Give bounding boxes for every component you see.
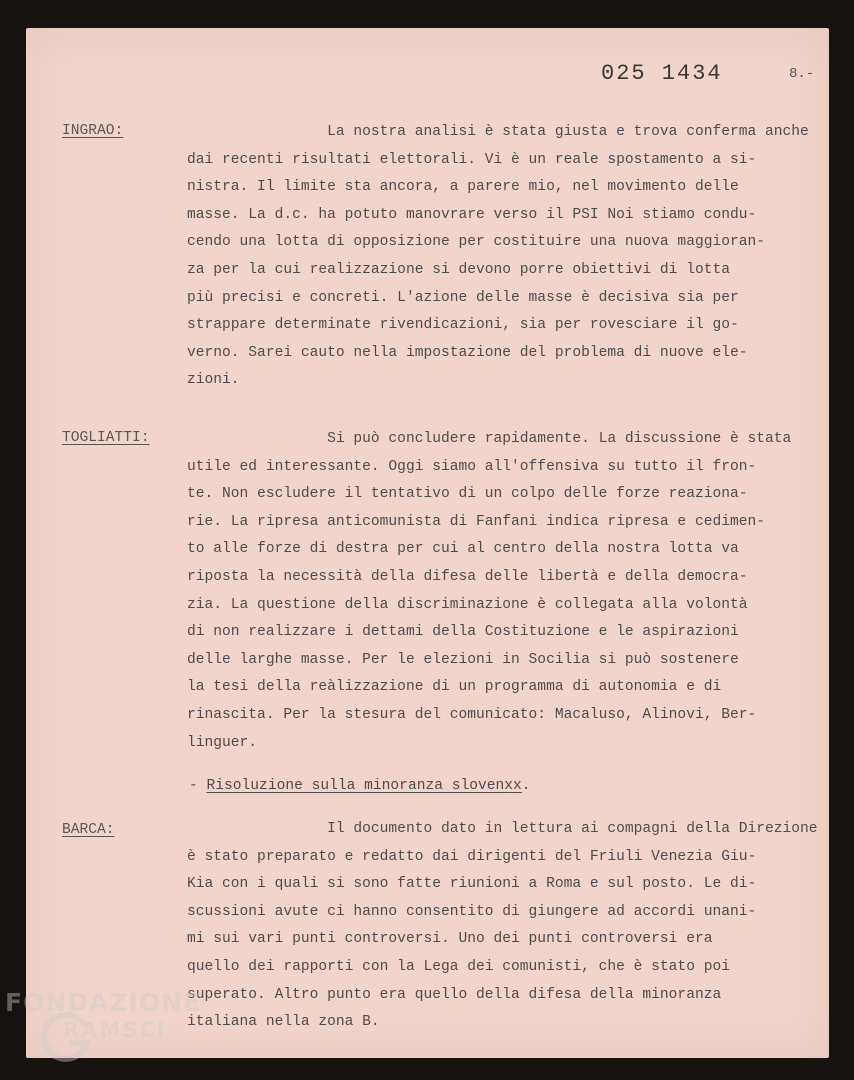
speaker-barca: BARCA: (62, 822, 115, 838)
watermark-line-2: RAMSCI (63, 1018, 167, 1042)
section-title-end: . (521, 778, 531, 794)
watermark-line-1: FONDAZIONE (5, 988, 202, 1017)
paragraph-ingrao: La nostra analisi è stata giusta e trova conferma anche dai recenti risultati elettorali. Vi è un reale spostamento a si- nistra. Il limite sta ancora, a parere mio, nel movimento delle masse. La d.c. ha potuto manovrare verso il PSI Noi stiamo condu- cendo una lotta di opposizione per costituire una nuova maggioran- za per la cui realizzazione si devono porre obiettivi di lotta più precisi e concreti. L'azione delle masse è decisiva sia per strappare determinate rivendicazioni, sia per rovesciare il go- verno. Sarei cauto nella impostazione del problema di nuove ele- zioni. (187, 124, 809, 389)
speaker-ingrao: INGRAO: (62, 123, 124, 139)
section-title (189, 778, 531, 794)
section-dash: - (189, 778, 207, 794)
paragraph-barca: Il documento dato in lettura ai compagni della Direzione è stato preparato e redatto dai dirigenti del Friuli Venezia Giu- Kia con i quali si sono fatte riunioni a Roma e sul posto. Le di- scussioni avute ci hanno consentito di giungere ad accordi unani- mi sui vari punti controversi. Uno dei punti controversi era quello dei rapporti con la Lega dei comunisti, che è stato poi superato. Altro punto era quello della difesa della minoranza italiana nella zona B. (187, 821, 818, 1031)
fondazione-gramsci-watermark (5, 988, 205, 1073)
paragraph-togliatti: Si può concludere rapidamente. La discussione è stata utile ed interessante. Oggi siamo all'offensiva su tutto il fron- te. Non escludere il tentativo di un colpo delle forze reaziona- rie. La ripresa anticomunista di Fanfani indica ripresa e cedimen- to alle forze di destra per cui al centro della nostra lotta va riposta la necessità della difesa delle libertà e della democra- zia. La questione della discriminazione è collegata alla volontà di non realizzare i dettami della Costituzione e le aspirazioni delle larghe masse. Per le elezioni in Socilia si può sostenere la tesi della reàlizzazione di un programma di autonomia e di rinascita. Per la stesura del comunicato: Macaluso, Alinovi, Ber- linguer. (187, 431, 792, 751)
document-page (26, 28, 829, 1058)
section-title-text: Risoluzione sulla minoranza sloven (206, 778, 505, 794)
section-title-strikeout: xx (504, 778, 522, 794)
page-number: 8.- (789, 66, 815, 82)
document-number: 025 1434 (601, 61, 723, 86)
speaker-togliatti: TOGLIATTI: (62, 430, 150, 446)
